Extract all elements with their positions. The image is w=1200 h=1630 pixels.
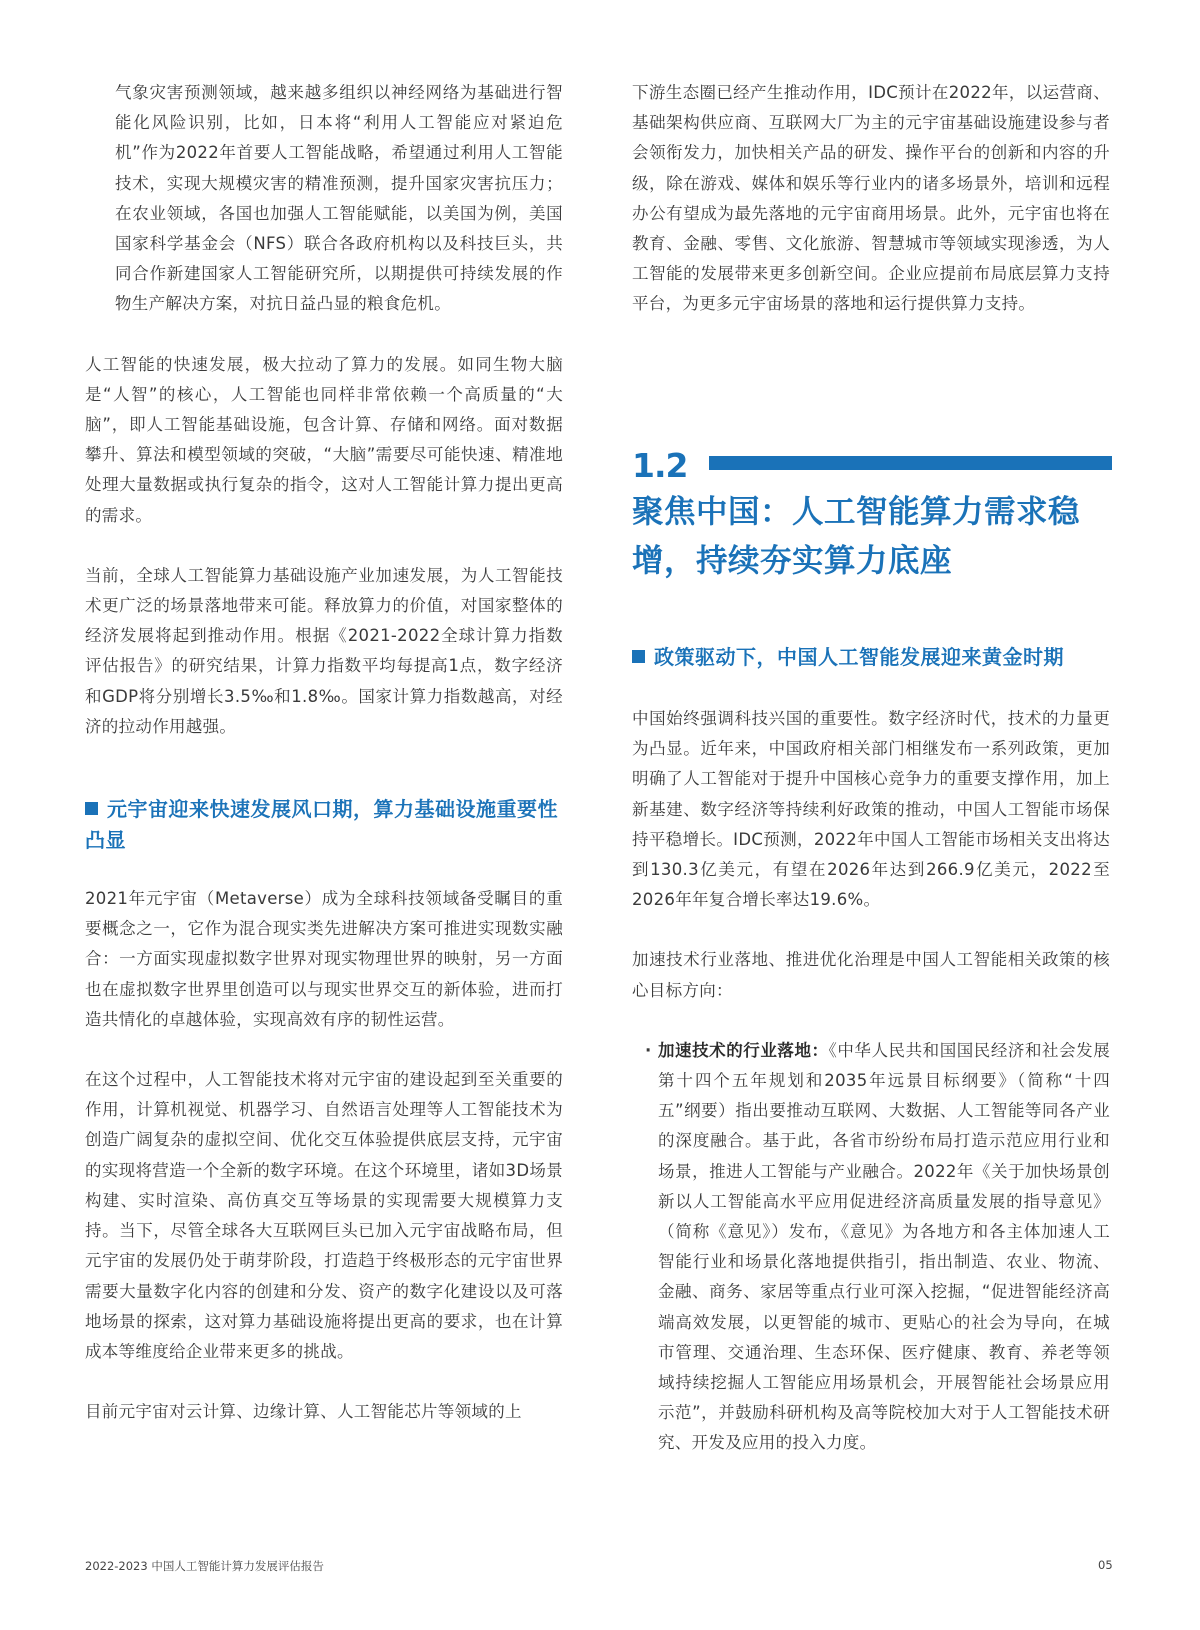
page-number: 05 (1098, 1558, 1113, 1572)
section-title: 聚焦中国：人工智能算力需求稳增，持续夯实算力底座 (632, 494, 1081, 579)
bullet-text (658, 1036, 1110, 1459)
paragraph-idc-metaverse: 下游生态圈已经产生推动作用，IDC预计在2022年，以运营商、基础架构供应商、互联网大厂为主的元宇宙基础设施建设参与者会领衔发力，加快相关产品的研发、操作平台的创新和内容的升级，除在游戏、媒体和娱乐等行业内的诸多场景外，培训和远程办公有望成为最先落地的元宇宙商用场景。此外，元宇宙也将在教育、金融、零售、文化旅游、智慧城市等领域实现渗透，为人工智能的发展带来更多创新空间。企业应提前布局底层算力支持平台，为更多元宇宙场景的落地和运行提供算力支持。 (632, 83, 1110, 314)
paragraph-disaster-agriculture: 气象灾害预测领域，越来越多组织以神经网络为基础进行智能化风险识别，比如，日本将“利用人工智能应对紧迫危机”作为2022年首要人工智能战略，希望通过利用人工智能技术，实现大规模灾害的精准预测，提升国家灾害抗压力；在农业领域，各国也加强人工智能赋能，以美国为例，美国国家科学基金会（NFS）联合各政府机构以及科技巨头，共同合作新建国家人工智能研究所，以期提供可持续发展的作物生产解决方案，对抗日益凸显的粮食危机。 (115, 83, 563, 314)
section-header (632, 446, 1112, 586)
paragraph-metaverse-intro: 2021年元宇宙（Metaverse）成为全球科技领域备受瞩目的重要概念之一，它作为混合现实类先进解决方案可推进实现数实融合：一方面实现虚拟数字世界对现实物理世界的映射，另一方面也在虚拟数字世界里创造可以与现实世界交互的新体验，进而打造共情化的卓越体验，实现高效有序的韧性运营。 (85, 889, 563, 1029)
square-bullet-icon (632, 650, 645, 663)
list-item (632, 1036, 1110, 1459)
paragraph-policy-goals: 加速技术行业落地、推进优化治理是中国人工智能相关政策的核心目标方向： (632, 950, 1110, 1000)
paragraph-metaverse-upstream: 目前元宇宙对云计算、边缘计算、人工智能芯片等领域的上 (85, 1402, 522, 1422)
paragraph-compute-index: 当前，全球人工智能算力基础设施产业加速发展，为人工智能技术更广泛的场景落地带来可能。释放算力的价值，对国家整体的经济发展将起到推动作用。根据《2021-2022全球计算力指数评估报告》的研究结果，计算力指数平均每提高1点，数字经济和GDP将分别增长3.5‰和1.8‰。国家计算力指数越高，对经济的拉动作用越强。 (85, 565, 563, 736)
paragraph-ai-compute-demand: 人工智能的快速发展，极大拉动了算力的发展。如同生物大脑是“人智”的核心，人工智能也同样非常依赖一个高质量的“大脑”，即人工智能基础设施，包含计算、存储和网络。面对数据攀升、算法和模型领域的突破，“大脑”需要尽可能快速、精准地处理大量数据或执行复杂的指令，这对人工智能计算力提出更高的需求。 (85, 354, 563, 525)
square-bullet-icon (85, 802, 98, 815)
section-divider-bar (709, 456, 1112, 470)
heading-metaverse: 元宇宙迎来快速发展风口期，算力基础设施重要性凸显 (85, 797, 558, 853)
left-column (85, 78, 563, 1427)
paragraph-metaverse-ai-role: 在这个过程中，人工智能技术将对元宇宙的建设起到至关重要的作用，计算机视觉、机器学习、自然语言处理等人工智能技术为创造广阔复杂的虚拟空间、优化交互体验提供底层支持，元宇宙的实现将营造一个全新的数字环境。在这个环境里，诸如3D场景构建、实时渲染、高仿真交互等场景的实现需要大规模算力支持。当下，尽管全球各大互联网巨头已加入元宇宙战略布局，但元宇宙的发展仍处于萌芽阶段，打造趋于终极形态的元宇宙世界需要大量数字化内容的创建和分发、资产的数字化建设以及可落地场景的探索，这对算力基础设施将提出更高的要求，也在计算成本等维度给企业带来更多的挑战。 (85, 1070, 563, 1361)
section-number: 1.2 (632, 445, 688, 485)
bullet-dot-icon: · (645, 1040, 652, 1060)
footer-report-title: 2022-2023 中国人工智能计算力发展评估报告 (85, 1559, 324, 1573)
heading-policy: 政策驱动下，中国人工智能发展迎来黄金时期 (632, 642, 1110, 673)
bullet-title: 加速技术的行业落地： (658, 1040, 829, 1060)
bullet-body: 《中华人民共和国国民经济和社会发展第十四个五年规划和2035年远景目标纲要》（简称“十四五”纲要）指出要推动互联网、大数据、人工智能等同各产业的深度融合。基于此，各省市纷纷布局打造示范应用行业和场景，推进人工智能与产业融合。2022年《关于加快场景创新以人工智能高水平应用促进经济高质量发展的指导意见》（简称《意见》）发布，《意见》为各地方和各主体加速人工智能行业和场景化落地提供指引，指出制造、农业、物流、金融、商务、家居等重点行业可深入挖掘，“促进智能经济高端高效发展，以更智能的城市、更贴心的社会为导向，在城市管理、交通治理、生态环保、医疗健康、教育、养老等领域持续挖掘人工智能应用场景机会，开展智能社会场景应用示范”，并鼓励科研机构及高等院校加大对于人工智能技术研究、开发及应用的投入力度。 (658, 1040, 1110, 1453)
right-column-bottom (632, 642, 1110, 1459)
right-column-top (632, 78, 1110, 320)
paragraph-china-policy: 中国始终强调科技兴国的重要性。数字经济时代，技术的力量更为凸显。近年来，中国政府相关部门相继发布一系列政策，更加明确了人工智能对于提升中国核心竞争力的重要支撑作用，加上新基建、数字经济等持续利好政策的推动，中国人工智能市场保持平稳增长。IDC预测，2022年中国人工智能市场相关支出将达到130.3亿美元，有望在2026年达到266.9亿美元，2022至2026年年复合增长率达19.6%。 (632, 709, 1110, 910)
